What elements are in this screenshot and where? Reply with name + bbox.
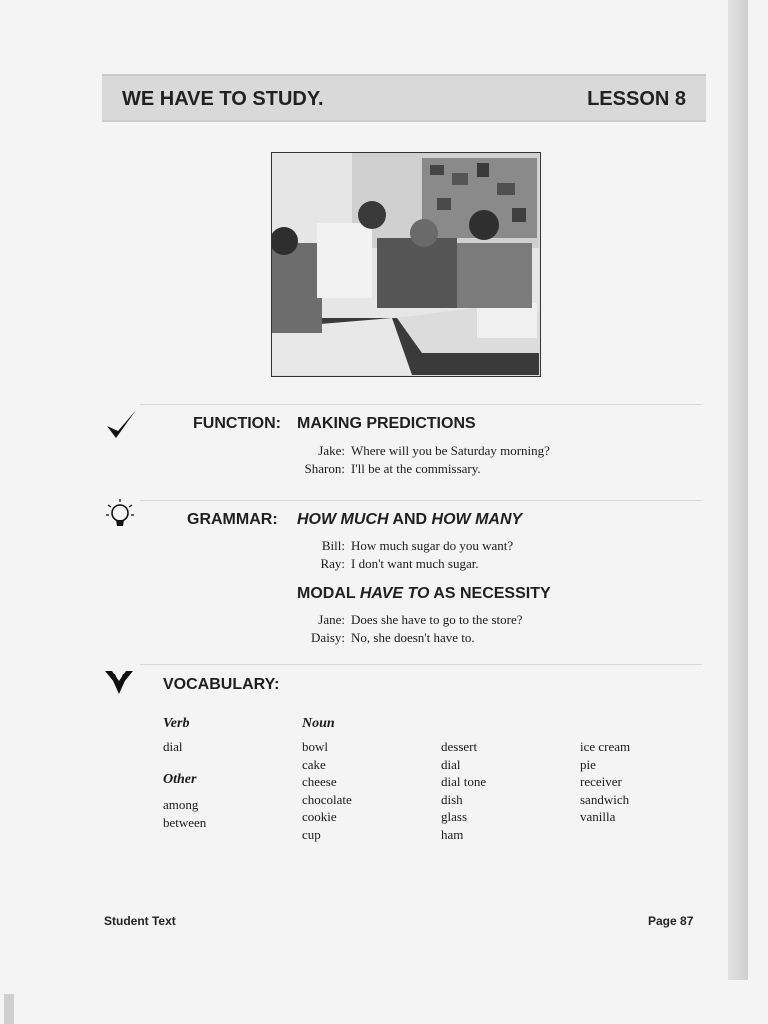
grammar-heading-1 — [297, 511, 522, 529]
function-label: FUNCTION: — [193, 415, 281, 432]
heading-part: HOW MANY — [431, 511, 523, 528]
line-text: No, she doesn't have to. — [351, 630, 475, 645]
vocab-word: bowl — [302, 739, 328, 754]
heading-part: MODAL — [297, 585, 360, 602]
heading-part: HOW MUCH — [297, 511, 389, 528]
heading-part: HAVE TO — [359, 585, 430, 602]
line-text: I'll be at the commissary. — [351, 461, 481, 476]
footer-student-text: Student Text — [104, 914, 176, 928]
vocab-word: pie — [580, 756, 596, 772]
function-heading: MAKING PREDICTIONS — [297, 415, 476, 432]
vocab-word: among — [163, 797, 199, 812]
vocab-word: cake — [302, 756, 326, 772]
vocab-word: chocolate — [302, 791, 352, 807]
speaker: Jake: — [318, 443, 345, 458]
dialogue-line — [287, 629, 475, 647]
other-heading: Other — [163, 772, 197, 787]
footer-page-number: Page 87 — [648, 914, 694, 928]
vocab-word: cheese — [302, 774, 337, 789]
verb-heading: Verb — [163, 716, 190, 731]
checkmark-icon — [102, 404, 142, 444]
vocab-word: dial — [163, 739, 183, 754]
page-edge — [728, 0, 748, 980]
vocab-word: cookie — [302, 809, 337, 824]
lightbulb-icon — [103, 496, 143, 536]
dialogue-line — [287, 460, 481, 478]
vocab-word: ice cream — [580, 739, 631, 754]
stacked-chevron-icon — [102, 664, 142, 704]
grammar-heading-2 — [297, 585, 551, 603]
scan-mark — [4, 994, 14, 1024]
verb-list — [163, 738, 183, 756]
speaker: Bill: — [321, 538, 345, 553]
dialogue-line — [287, 442, 550, 460]
noun-list-1 — [302, 738, 352, 843]
line-text: How much sugar do you want? — [351, 538, 514, 553]
speaker: Jane: — [318, 612, 345, 627]
grammar-label: GRAMMAR: — [187, 511, 278, 528]
vocabulary-label: VOCABULARY: — [163, 676, 280, 693]
speaker: Ray: — [320, 556, 345, 571]
dialogue-line — [287, 555, 479, 573]
section-divider — [140, 664, 702, 665]
dialogue-line — [287, 611, 522, 629]
dialogue-line — [287, 537, 513, 555]
vocab-word: dial tone — [441, 774, 487, 789]
vocab-word: between — [163, 814, 207, 830]
vocab-word: receiver — [580, 774, 622, 789]
vocab-word: dial — [441, 756, 461, 772]
speaker: Daisy: — [311, 630, 345, 645]
noun-heading: Noun — [302, 716, 335, 731]
lesson-header — [102, 74, 706, 122]
lesson-title: WE HAVE TO STUDY. — [122, 88, 324, 110]
heading-part: AND — [388, 511, 432, 528]
vocab-word: sandwich — [580, 791, 630, 807]
line-text: Does she have to go to the store? — [351, 612, 523, 627]
noun-list-2 — [441, 738, 486, 843]
line-text: Where will you be Saturday morning? — [351, 443, 550, 458]
section-divider — [140, 404, 702, 405]
vocab-word: glass — [441, 809, 467, 824]
vocab-word: dessert — [441, 739, 478, 754]
lesson-number: LESSON 8 — [587, 88, 686, 110]
line-text: I don't want much sugar. — [351, 556, 479, 571]
vocab-word: vanilla — [580, 809, 616, 824]
vocab-word: cup — [302, 826, 321, 842]
vocab-word: ham — [441, 826, 464, 842]
classroom-photo — [271, 152, 541, 377]
heading-part: AS NECESSITY — [429, 585, 551, 602]
section-divider — [140, 500, 702, 501]
other-list — [163, 796, 206, 831]
noun-list-3 — [580, 738, 630, 826]
speaker: Sharon: — [304, 461, 345, 476]
vocab-word: dish — [441, 791, 463, 807]
